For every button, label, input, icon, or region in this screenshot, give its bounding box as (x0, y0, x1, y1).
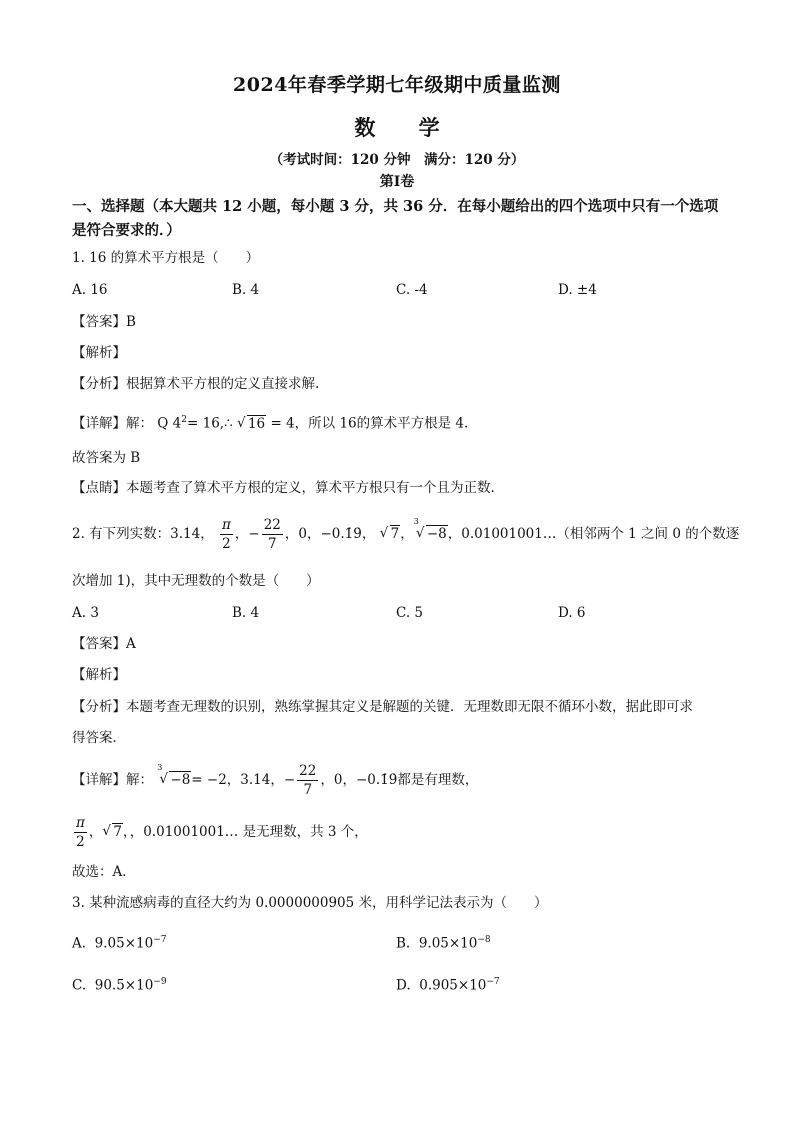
q2-conclusion: 故选：A． (72, 864, 136, 880)
q1-answer-value: B (126, 314, 136, 330)
q2-detail-22-over-7 (297, 762, 318, 799)
exam-info: （考试时间：120 分钟 满分：120 分） (269, 152, 525, 168)
q2-option-d: D. 6 (558, 605, 586, 621)
q1-sqrt-value: 16 (247, 415, 266, 432)
answer-label: 【答案】 (72, 314, 126, 330)
q2-option-b: B. 4 (232, 605, 260, 621)
q2-two: 2 (222, 536, 231, 552)
q2-sqrt7 (380, 524, 401, 544)
detail-label: 【详解】 (72, 772, 126, 788)
q3-option-c-label: C. (72, 977, 87, 994)
q3-option-d-value: 0.905×10 (419, 977, 487, 994)
q2-option-c: C. 5 (396, 605, 424, 621)
q3-option-a-exp: −7 (153, 935, 167, 945)
q2-line2-pi: π (76, 815, 85, 831)
answer-label: 【答案】 (72, 636, 126, 652)
q2-detail-mid: ，0，−0.1̇9̇都是有理数， (320, 772, 479, 788)
q1-option-a: A. 16 (72, 282, 108, 298)
q1-eq2: = 16,∴ (187, 415, 233, 432)
q2-line2-sep: ， (88, 824, 103, 840)
q2-detail-cube-index: 3 (157, 763, 163, 772)
q3-option-b (396, 930, 491, 954)
q2-fenxi (72, 697, 693, 717)
q1-fenxi (72, 374, 319, 394)
q2-answer (72, 634, 136, 654)
q2-option-a: A. 3 (72, 605, 99, 621)
q3-option-c (72, 972, 167, 996)
q2-detail-line2 (72, 814, 368, 851)
q2-fenxi-line1: 本题考查无理数的识别，熟练掌握其定义是解题的关键．无理数即无限不循环小数，据此即可求 (126, 699, 693, 715)
q3-option-a-label: A. (72, 935, 87, 952)
q2-line2-sqrt7 (102, 822, 123, 842)
q1-detail-post: ，所以 16的算术平方根是 4. (294, 415, 469, 432)
q3-option-a (72, 930, 166, 954)
q1-because-symbol: Q (157, 415, 169, 432)
q3-option-b-value: 9.05×10 (418, 935, 478, 952)
q1-detail (72, 410, 468, 434)
q2-zero-list: ，0，−0.1̇9̇， (284, 526, 376, 542)
q2-22: 22 (263, 517, 281, 533)
section-heading: 一、选择题（本大题共 12 小题，每小题 3 分，共 36 分．在每小题给出的四个选项中只有一个选项是符合要求的．） (72, 198, 719, 239)
q2-neg: − (248, 526, 260, 542)
q1-exponent: 2 (181, 415, 187, 425)
subject-title: 数 学 (354, 115, 458, 140)
q2-detail-pre: 解： (126, 772, 153, 788)
q2-detail-eq: = −2，3.14， (191, 772, 284, 788)
volume-label: 第Ⅰ卷 (379, 174, 415, 190)
q2-detail-neg: − (283, 772, 296, 788)
q3-option-c-value: 90.5×10 (94, 977, 154, 994)
q1-comment-text: 本题考查了算术平方根的定义，算术平方根只有一个且为正数. (126, 480, 495, 496)
q2-detail-cbrt (159, 770, 191, 790)
fenxi-label: 【分析】 (72, 376, 126, 392)
q2-stem: 2. 有下列实数：3.14， $\frac{\pi}{2}$ ，− $\frac{22}{7}$ ，0，−0.1̇9̇， √ 7，$^3$√ −8，0.01001001…（相邻两个 1 之间 0 的个数逐 (72, 516, 739, 553)
q3-option-d (396, 972, 500, 996)
detail-label: 【详解】 (72, 415, 126, 432)
q2-stem-pre: 2. 有下列实数：3.14， (72, 526, 214, 542)
q2-seq: ，0.01001001…（相邻两个 1 之间 0 的个数逐 (447, 526, 740, 542)
q2-pi: π (222, 517, 231, 533)
q2-detail-7: 7 (303, 782, 313, 798)
q2-detail-cbrt-value: −8 (170, 772, 191, 788)
q2-line2-two: 2 (76, 834, 85, 850)
q1-detail-pre: 解： (126, 415, 153, 432)
q1-comment (72, 478, 495, 498)
q3-option-b-label: B. (396, 935, 411, 952)
q2-detail-22: 22 (299, 763, 317, 779)
q3-option-d-exp: −7 (486, 977, 500, 987)
exam-title: 2024年春季学期七年级期中质量监测 (233, 74, 561, 96)
q1-answer (72, 312, 136, 332)
q2-cbrt (416, 524, 448, 544)
q1-option-c: C. -4 (396, 282, 428, 298)
q2-answer-value: A (126, 636, 136, 652)
q3-stem: 3. 某种流感病毒的直径大约为 0.0000000905 米，用科学记法表示为（ ） (72, 895, 548, 911)
q3-option-a-value: 9.05×10 (94, 935, 154, 952)
q1-base: 4 (172, 415, 182, 432)
fenxi-label: 【分析】 (72, 699, 126, 715)
q2-fenxi-line2: 得答案． (72, 730, 126, 746)
q3-option-d-label: D. (396, 977, 411, 994)
q2-detail (72, 762, 478, 799)
q2-cube-index: 3 (413, 517, 419, 526)
q3-option-c-exp: −9 (153, 977, 167, 987)
q1-option-b: B. 4 (232, 282, 260, 298)
q2-stem-line2: 次增加 1)，其中无理数的个数是（ ） (72, 573, 320, 589)
q2-cbrt-value: −8 (426, 526, 447, 542)
q2-line2-post: ，，0.01001001… 是无理数，共 3 个， (122, 824, 368, 840)
q2-22-over-7 (262, 516, 283, 553)
q1-option-d: D. ±4 (558, 282, 597, 298)
q1-stem: 1. 16 的算术平方根是（ ） (72, 250, 260, 266)
q1-eq3: = 4 (270, 415, 295, 432)
comment-label: 【点睛】 (72, 480, 126, 496)
q1-fenxi-text: 根据算术平方根的定义直接求解. (126, 376, 320, 392)
q1-conclusion: 故答案为 B (72, 450, 141, 466)
q2-analysis-label: 【解析】 (72, 667, 126, 683)
q2-7: 7 (268, 536, 277, 552)
q3-option-b-exp: −8 (477, 935, 491, 945)
q1-analysis-label: 【解析】 (72, 345, 126, 361)
q2-sqrt7-value: 7 (390, 526, 400, 542)
q2-pi-over-2 (220, 516, 233, 553)
q2-line2-sqrt7-value: 7 (113, 824, 122, 840)
q1-sqrt (237, 414, 266, 434)
q2-line2-pi-over-2 (74, 814, 87, 851)
